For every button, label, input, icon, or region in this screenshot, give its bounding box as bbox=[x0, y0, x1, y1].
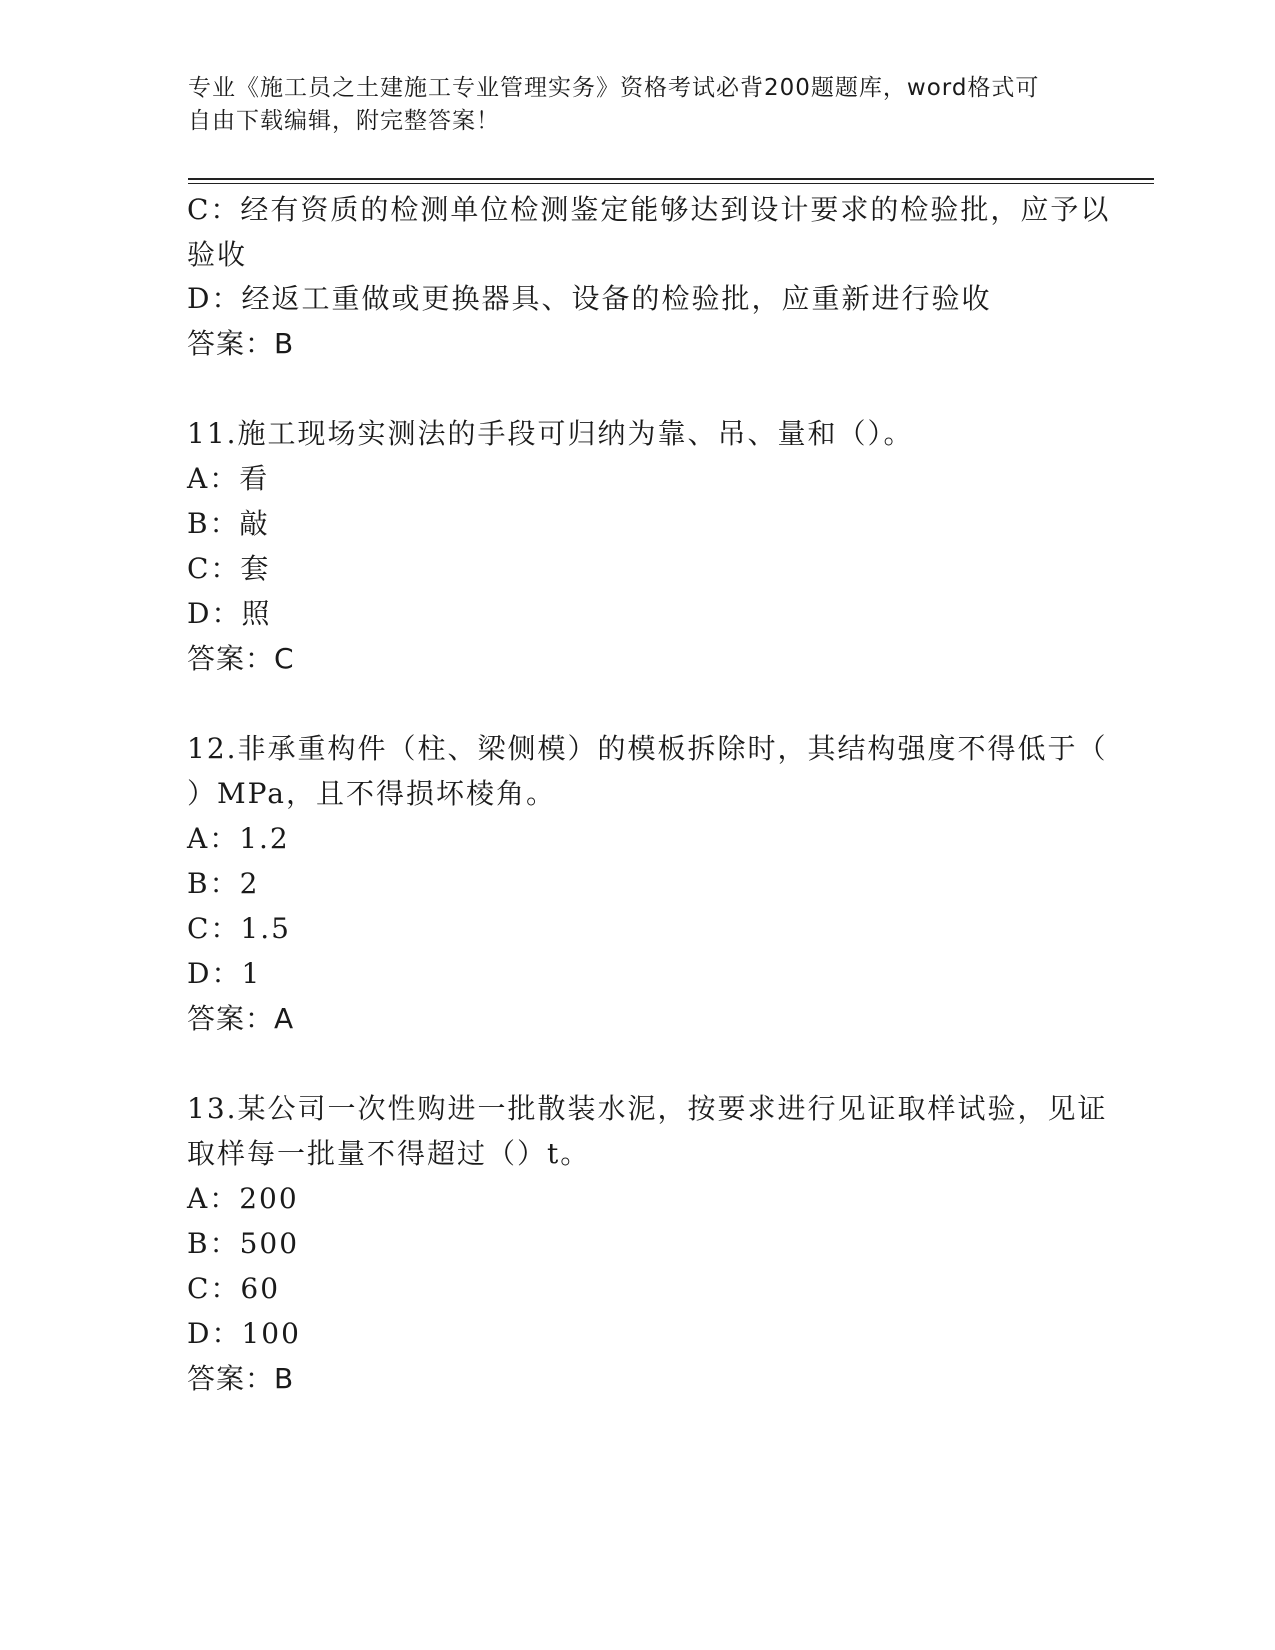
prev-answer: 答案：B bbox=[187, 327, 295, 360]
q12-option-c: C：1.5 bbox=[187, 912, 291, 945]
q13-option-c: C：60 bbox=[187, 1272, 281, 1305]
q11-stem: 11.施工现场实测法的手段可归纳为靠、吊、量和（）。 bbox=[187, 417, 914, 450]
q13-stem-line-2: 取样每一批量不得超过（）t。 bbox=[187, 1137, 591, 1170]
q13-stem-line-1: 13.某公司一次性购进一批散装水泥，按要求进行见证取样试验，见证 bbox=[187, 1092, 1108, 1125]
prev-option-c-line-1: C：经有资质的检测单位检测鉴定能够达到设计要求的检验批，应予以 bbox=[187, 193, 1111, 226]
q12-stem-line-1: 12.非承重构件（柱、梁侧模）的模板拆除时，其结构强度不得低于（ bbox=[187, 732, 1108, 765]
header-title-line-2: 自由下载编辑，附完整答案！ bbox=[188, 108, 500, 134]
q11-option-b: B：敲 bbox=[187, 507, 270, 540]
q13-option-b: B：500 bbox=[187, 1227, 300, 1260]
q11-option-c: C：套 bbox=[187, 552, 271, 585]
q11-option-d: D：照 bbox=[187, 597, 272, 630]
header-divider-thick bbox=[188, 178, 1154, 180]
q13-option-a: A：200 bbox=[187, 1182, 299, 1215]
prev-option-d: D：经返工重做或更换器具、设备的检验批，应重新进行验收 bbox=[187, 282, 992, 315]
q12-stem-line-2: ）MPa，且不得损坏棱角。 bbox=[187, 777, 556, 810]
header-title-line-1: 专业《施工员之土建施工专业管理实务》资格考试必背200题题库，word格式可 bbox=[188, 75, 1040, 101]
q11-answer: 答案：C bbox=[187, 642, 295, 675]
q11-option-a: A：看 bbox=[187, 462, 270, 495]
q12-option-b: B：2 bbox=[187, 867, 260, 900]
q12-option-d: D：1 bbox=[187, 957, 262, 990]
q12-option-a: A：1.2 bbox=[187, 822, 290, 855]
prev-option-c-line-2: 验收 bbox=[187, 238, 248, 271]
q12-answer: 答案：A bbox=[187, 1002, 295, 1035]
q13-answer: 答案：B bbox=[187, 1362, 295, 1395]
document-header bbox=[188, 72, 1088, 138]
header-divider-thin bbox=[188, 183, 1154, 184]
q13-option-d: D：100 bbox=[187, 1317, 301, 1350]
